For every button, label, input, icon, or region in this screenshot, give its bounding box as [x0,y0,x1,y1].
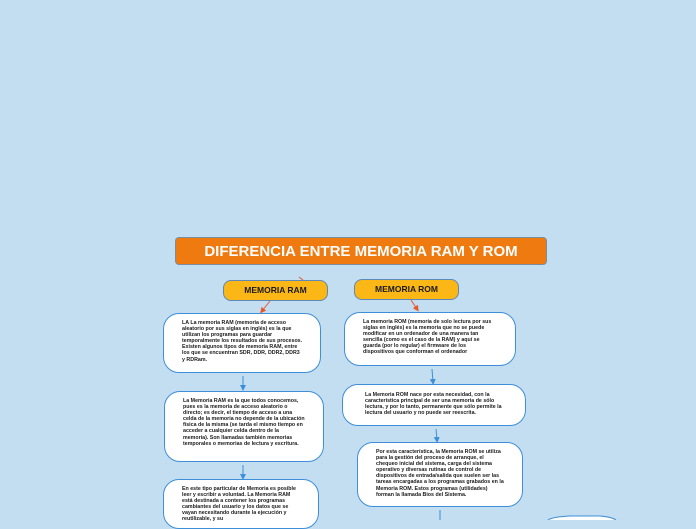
ram-node-1[interactable] [163,313,321,373]
ram-node-2-text: La Memoria RAM es la que todos conocemos, pues es la memoria de acceso aleatorio o directo; es decir, el tiempo de acceso a una celda de la memoria no depende de la ubicación física de la misma (se tarda el mismo tiempo en acceder a cualquier celda dentro de la memoria). Son llamadas también memorias temporales o memorias de lectura y escritura. [183,398,305,447]
central-topic[interactable]: DIFERENCIA ENTRE MEMORIA RAM Y ROM [175,237,547,265]
rom-node-2-text: La Memoria ROM nace por esta necesidad, con la característica principal de ser una memoria de sólo lectura, y por lo tanto, permanente que sólo permite la lectura del usuario y no puede ser reescrita. [365,392,502,417]
rom-node-2[interactable] [342,384,526,426]
rom-node-1[interactable] [344,312,516,366]
rom-node-3-text: Por esta característica, la Memoria ROM se utiliza para la gestión del proceso de arranque, el chequeo inicial del sistema, carga del sistema operativo y diversas rutinas de control de dispositivos de entrada/salida que suelen ser las tareas encargadas a los programas grabados en la Memoria ROM. Estos programas (utilidades) forman la llamada Bios del Sistema. [376,449,504,498]
rom-node-1-text: La memoria ROM (memoria de solo lectura por sus siglas en inglés) es la memoria que no se puede modificar en un ordenador de una manera tan sencilla (como es el caso de la RAM) y aquí se guarda (por lo regular) el firmware de los dispositivos que conforman el ordenador [363,319,492,356]
rom-node-3[interactable] [357,442,523,507]
connector-rom-node1-node2 [432,369,433,382]
branch-memoria-rom[interactable]: MEMORIA ROM [354,279,459,300]
offscreen-node-edge [548,516,616,520]
ram-node-2[interactable] [164,391,324,462]
connector-rom-node2-node3 [436,429,437,440]
ram-node-3[interactable] [163,479,319,529]
connector-rom-node1 [411,300,417,309]
ram-node-1-text: LA La memoria RAM (memoria de acceso aleatorio por sus siglas en inglés) es la que utilizan los programas para guardar temporalmente los resultados de sus procesos. Existen algunos tipos de memoria RAM, entre los que se encuentran SDR, DDR, DDR2, DDR3 y RDRam. [182,320,303,363]
branch-memoria-ram[interactable]: MEMORIA RAM [223,280,328,301]
connector-ram-node1 [262,301,270,311]
ram-node-3-text: En este tipo particular de Memoria es posible leer y escribir a voluntad. La Memoria RAM está destinada a contener los programas cambiantes del usuario y los datos que se vayan necesitando durante la ejecución y reutilizable, y su [182,486,296,523]
